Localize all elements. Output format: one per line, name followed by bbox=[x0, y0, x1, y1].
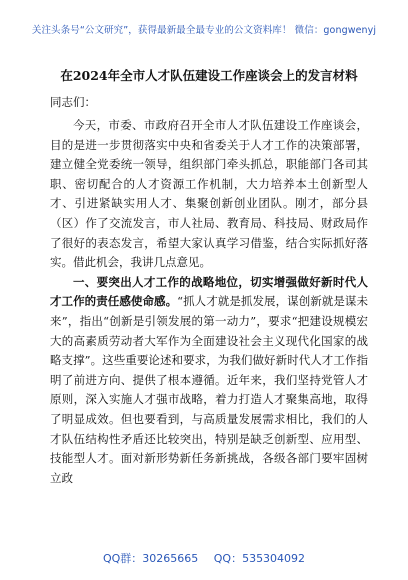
section-body: “抓人才就是抓发展，谋创新就是谋未来”，指出“创新是引领发展的第一动力”，要求“把建设规模宏大的高素质劳动者大军作为全面建设社会主义现代化国家的战略支撑”。这些重要论述和要求，为我们做好新时代人才工作指明了前进方向、提供了根本遵循。近年来，我们坚持党管人才原则，深入实施人才强市战略，着力打造人才聚集高地，取得了明显成效。但也要看到，与高质量发展需求相比，我们的人才队伍结构性矛盾还比较突出，特别是缺乏创新型、应用型、技能型人才。面对新形势新任务新挑战，各级各部门要牢固树立政 bbox=[50, 294, 368, 485]
promo-text: 关注头条号“公文研究”，获得最新最全最专业的公文资料库！ 微信：gongwenyj bbox=[31, 25, 377, 36]
paragraph-intro: 今天，市委、市政府召开全市人才队伍建设工作座谈会，目的是进一步贯彻落实中央和省委关于人才工作的决策部署，建立健全党委统一领导，组织部门牵头抓总，职能部门各司其职、密切配合的人才资源工作机制，大力培养本土创新型人才、引进紧缺实用人才、集聚创新创业团队。刚才，部分县（区）作了交流发言，市人社局、教育局、科技局、财政局作了很好的表态发言，希望大家认真学习借鉴，结合实际抓好落实。借此机会，我讲几点意见。 bbox=[50, 118, 368, 270]
qq-contact: QQ：535304092 bbox=[213, 552, 306, 565]
section-heading: 一、要突出人才工作的战略地位，切实增强做好新时代人才工作的责任感使命感。 bbox=[50, 274, 368, 309]
document-page bbox=[50, 56, 368, 488]
salutation: 同志们： bbox=[50, 95, 96, 109]
paragraph-section-1 bbox=[50, 273, 368, 489]
qq-group: QQ群：30265665 bbox=[102, 552, 199, 565]
contact-footer bbox=[0, 550, 408, 566]
promo-header bbox=[0, 0, 408, 46]
document-title: 在2024年全市人才队伍建设工作座谈会上的发言材料 bbox=[60, 68, 358, 83]
